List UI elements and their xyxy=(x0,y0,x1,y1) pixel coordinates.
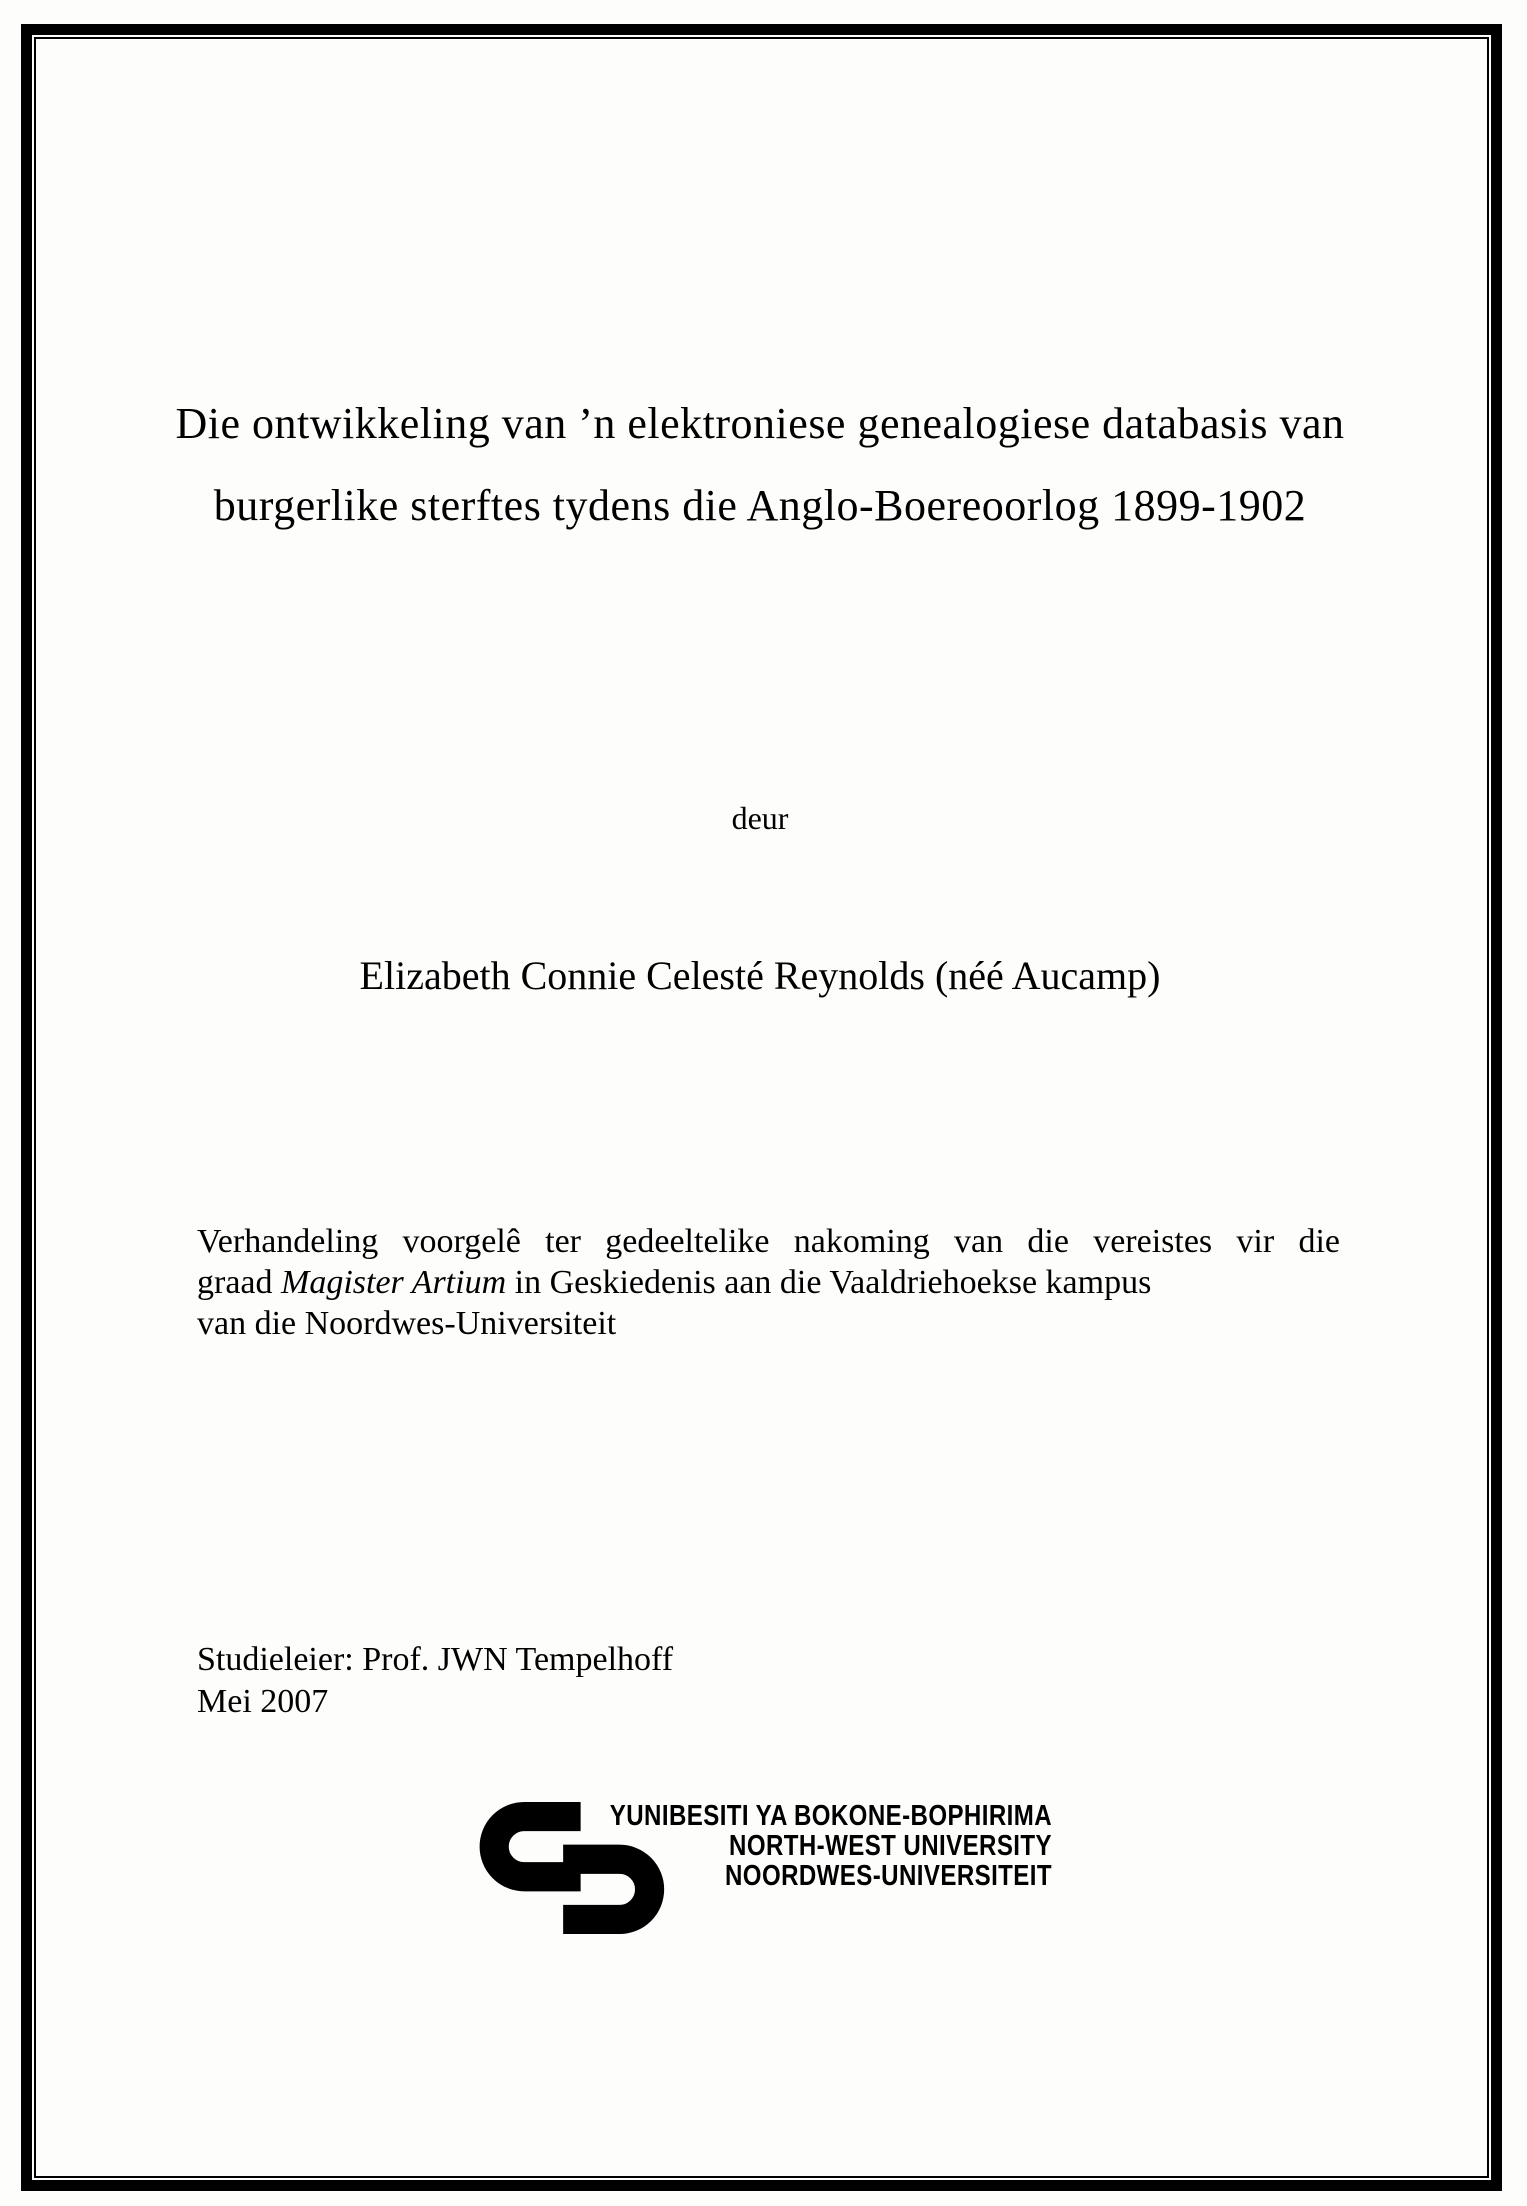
logo-text-english: NORTH-WEST UNIVERSITY xyxy=(729,1830,1052,1862)
thesis-title-line2: burgerlike sterftes tydens die Anglo-Boereoorlog 1899-1902 xyxy=(213,481,1307,530)
statement-line2-prefix: graad xyxy=(197,1264,282,1301)
statement-line2 xyxy=(197,1262,1340,1303)
statement-line3: van die Noordwes-Universiteit xyxy=(197,1305,617,1342)
supervisor-line: Studieleier: Prof. JWN Tempelhoff xyxy=(197,1641,674,1678)
thesis-title xyxy=(37,383,1483,547)
statement-line1: Verhandeling voorgelê ter gedeeltelike nakoming van die vereistes vir die xyxy=(197,1223,1340,1260)
thesis-title-line1: Die ontwikkeling van ’n elektroniese genealogiese databasis van xyxy=(175,399,1345,448)
degree-name-italic: Magister Artium xyxy=(281,1264,507,1301)
page-border-outer xyxy=(21,24,1502,2191)
byline-deur: deur xyxy=(731,800,789,836)
logo-text-setswana: YUNIBESITI YA BOKONE-BOPHIRIMA xyxy=(609,1800,1052,1832)
date-line: Mei 2007 xyxy=(197,1683,329,1720)
page-border-inner xyxy=(34,37,1489,2178)
statement-line2-suffix: in Geskiedenis aan die Vaaldriehoekse kampus xyxy=(506,1264,1152,1301)
thesis-statement xyxy=(197,1221,1340,1344)
supervisor-block xyxy=(197,1639,673,1723)
author-name: Elizabeth Connie Celesté Reynolds (néé Aucamp) xyxy=(359,953,1161,998)
logo-text-afrikaans: NOORDWES-UNIVERSITEIT xyxy=(725,1860,1052,1892)
